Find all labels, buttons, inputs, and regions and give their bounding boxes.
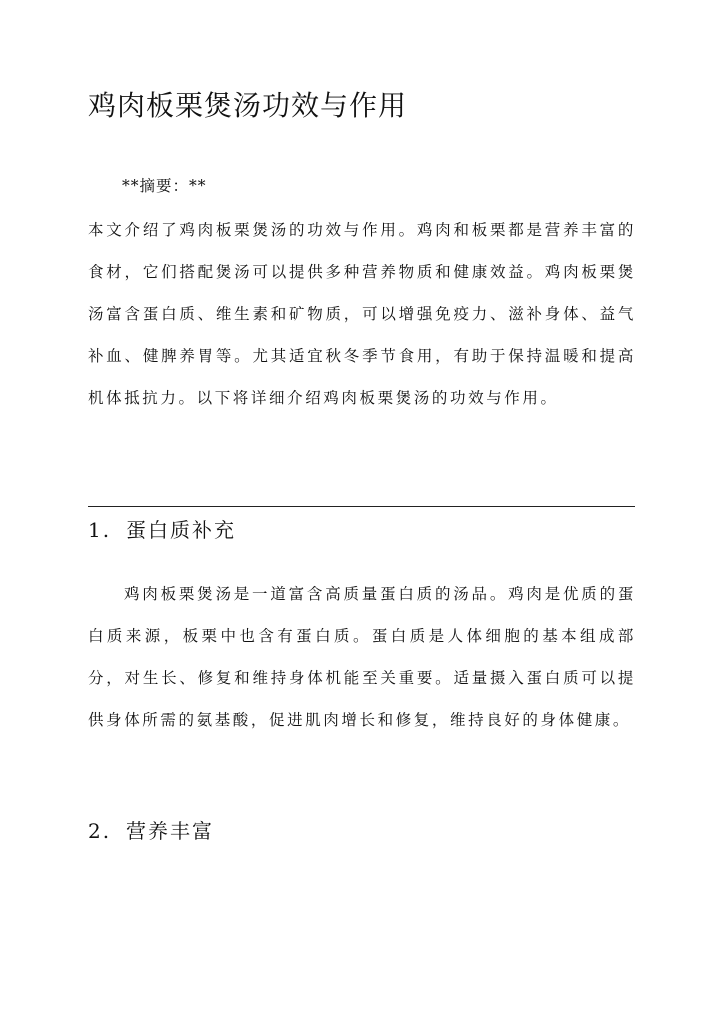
section-heading-protein [88, 515, 236, 545]
section-heading-nutrition [88, 816, 214, 846]
section-number: 2. [88, 819, 112, 843]
abstract-label: **摘要：** [122, 177, 207, 195]
section-number: 1. [88, 518, 112, 542]
section-body-protein: 鸡肉板栗煲汤是一道富含高质量蛋白质的汤品。鸡肉是优质的蛋白质来源，板栗中也含有蛋白质。蛋白质是人体细胞的基本组成部分，对生长、修复和维持身体机能至关重要。适量摄入蛋白质可以提供身体所需的氨基酸，促进肌肉增长和修复，维持良好的身体健康。 [88, 585, 636, 729]
section-title: 营养丰富 [126, 819, 214, 843]
section-divider [88, 506, 635, 507]
document-title: 鸡肉板栗煲汤功效与作用 [88, 89, 408, 122]
abstract-paragraph: 本文介绍了鸡肉板栗煲汤的功效与作用。鸡肉和板栗都是营养丰富的食材，它们搭配煲汤可以提供多种营养物质和健康效益。鸡肉板栗煲汤富含蛋白质、维生素和矿物质，可以增强免疫力、滋补身体、益气补血、健脾养胃等。尤其适宜秋冬季节食用，有助于保持温暖和提高机体抵抗力。以下将详细介绍鸡肉板栗煲汤的功效与作用。 [88, 221, 636, 407]
section-title: 蛋白质补充 [126, 518, 236, 542]
